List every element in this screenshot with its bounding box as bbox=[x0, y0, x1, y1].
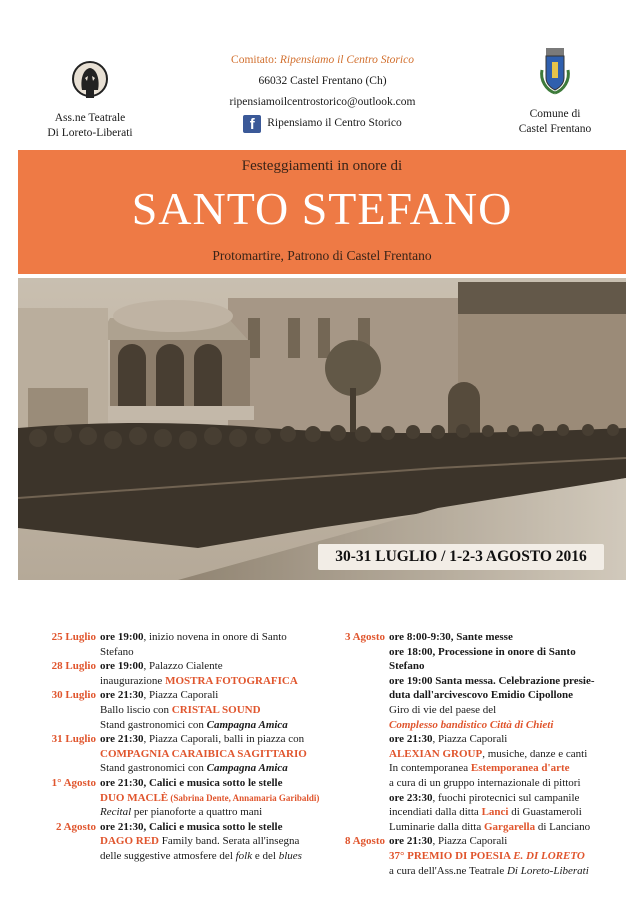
program-time: ore 18:00, Processione in onore di Santo Stefano bbox=[389, 645, 576, 673]
program-time: ore 23:30 bbox=[389, 791, 433, 804]
program-highlight: COMPAGNIA CARAIBICA SAGITTARIO bbox=[100, 747, 307, 760]
program-highlight: Gargarella bbox=[484, 820, 536, 833]
program-text: , Palazzo Cialente bbox=[143, 660, 223, 673]
program-time: ore 21:30 bbox=[389, 733, 433, 746]
event-dates-caption: 30-31 LUGLIO / 1-2-3 AGOSTO 2016 bbox=[318, 544, 604, 570]
program-entry bbox=[335, 630, 610, 703]
program-text: Stand gastronomici con bbox=[100, 718, 207, 731]
program-text: duta dall'arcivescovo Emidio Cipollone bbox=[389, 689, 574, 702]
program-time: ore 21:30, Calici e musica sotto le stelle bbox=[100, 776, 283, 789]
facebook-page-name[interactable]: Ripensiamo il Centro Storico bbox=[267, 117, 402, 129]
program-text: Ballo liscio con bbox=[100, 703, 172, 716]
org-theatre-block bbox=[30, 60, 150, 141]
municipality-block bbox=[505, 46, 605, 137]
program-text: a cura di un gruppo internazionale di pittori bbox=[389, 776, 581, 789]
program-highlight: 37° PREMIO DI POESIA bbox=[389, 849, 514, 862]
municipality-crest-icon bbox=[538, 46, 572, 96]
banner-title: SANTO STEFANO bbox=[131, 183, 513, 234]
program-text: In contemporanea bbox=[389, 762, 471, 775]
program-entry bbox=[40, 630, 320, 659]
program-text: , fuochi pirotecnici sul campanile bbox=[432, 791, 580, 804]
program-text: delle suggestive atmosfere del bbox=[100, 849, 236, 862]
program-text: , Piazza Caporali bbox=[432, 733, 508, 746]
theatre-name-line2: Di Loreto-Liberati bbox=[47, 127, 133, 139]
program-performers: (Sabrina Dente, Annamaria Garibaldi) bbox=[168, 792, 320, 803]
program-text: Stand gastronomici con bbox=[100, 762, 207, 775]
program-date: 8 Agosto bbox=[344, 835, 385, 848]
program-highlight: DAGO RED bbox=[100, 835, 159, 848]
program-entry bbox=[40, 732, 320, 776]
program-highlight: Lanci bbox=[481, 806, 509, 819]
banner-pretitle: Festeggiamenti in onore di bbox=[241, 158, 403, 174]
program-text: Giro di vie del paese del bbox=[389, 703, 497, 716]
committee-address: 66032 Castel Frentano (Ch) bbox=[258, 75, 387, 87]
committee-email[interactable]: ripensiamoilcentrostorico@outlook.com bbox=[229, 96, 416, 108]
program-entry bbox=[40, 776, 320, 820]
facebook-icon: f bbox=[243, 115, 261, 133]
program-date: 30 Luglio bbox=[51, 689, 96, 702]
program-highlight: Estemporanea d'arte bbox=[470, 762, 570, 775]
program-text: inaugurazione bbox=[100, 674, 166, 687]
program-text: , Piazza Caporali bbox=[432, 835, 508, 848]
program-date: 1° Agosto bbox=[51, 776, 96, 789]
program-date: 2 Agosto bbox=[55, 820, 96, 833]
program-time: ore 21:30 bbox=[100, 689, 144, 702]
theatre-mask-logo-icon bbox=[71, 60, 109, 102]
program-time: ore 8:00-9:30, Sante messe bbox=[389, 631, 513, 643]
program-text-italic: Di Loreto-Liberati bbox=[506, 864, 589, 877]
program-highlight: Complesso bandistico Città di Chieti bbox=[389, 718, 554, 731]
program-time: ore 19:00 Santa messa. Celebrazione presie- bbox=[389, 674, 595, 687]
program-entry-continued bbox=[335, 703, 610, 834]
program-text-italic: blues bbox=[278, 849, 302, 862]
program-time: ore 21:30, Calici e musica sotto le stelle bbox=[100, 820, 283, 833]
program-highlight: MOSTRA FOTOGRAFICA bbox=[165, 674, 298, 687]
historic-crowd-photo bbox=[18, 278, 626, 580]
program-text: per pianoforte a quattro mani bbox=[131, 806, 263, 819]
program-date: 3 Agosto bbox=[344, 631, 385, 643]
program-text: , Piazza Caporali bbox=[143, 689, 219, 702]
program-text: a cura dell'Ass.ne Teatrale bbox=[389, 864, 507, 877]
committee-label: Comitato: bbox=[231, 54, 278, 66]
program-text: di Lanciano bbox=[535, 820, 591, 833]
facebook-row[interactable] bbox=[200, 113, 445, 134]
program-entry bbox=[40, 688, 320, 732]
municipality-line1: Comune di bbox=[529, 108, 581, 120]
program-entry bbox=[40, 820, 320, 864]
program-date: 28 Luglio bbox=[51, 660, 96, 673]
program-time: ore 21:30 bbox=[389, 835, 433, 848]
committee-block bbox=[200, 50, 445, 134]
program-date: 31 Luglio bbox=[51, 733, 96, 746]
program-time: ore 19:00 bbox=[100, 631, 144, 643]
committee-name: Ripensiamo il Centro Storico bbox=[279, 54, 414, 66]
program-text: , musiche, danze e canti bbox=[482, 747, 588, 760]
program-text: Family band. Serata all'insegna bbox=[158, 835, 300, 848]
program-text-italic: folk bbox=[235, 849, 253, 862]
program-sponsor: Campagna Amica bbox=[206, 762, 288, 775]
theatre-name-line1: Ass.ne Teatrale bbox=[54, 112, 126, 124]
program-text: e del bbox=[252, 849, 279, 862]
program-time: ore 21:30 bbox=[100, 733, 144, 746]
banner-subtitle: Protomartire, Patrono di Castel Frentano bbox=[212, 248, 432, 263]
program-time: ore 19:00 bbox=[100, 660, 144, 673]
program-text-italic: Recital bbox=[100, 806, 132, 819]
sepia-photo-illustration bbox=[18, 278, 626, 580]
municipality-line2: Castel Frentano bbox=[518, 123, 592, 135]
program-highlight: ALEXIAN GROUP bbox=[389, 747, 483, 760]
program-left-column bbox=[40, 630, 320, 864]
program-text: Luminarie dalla ditta bbox=[389, 820, 484, 833]
program-date: 25 Luglio bbox=[51, 631, 96, 643]
committee-line bbox=[200, 50, 445, 71]
program-text: di Guastameroli bbox=[508, 806, 582, 819]
program-text: incendiati dalla ditta bbox=[389, 806, 482, 819]
program-entry bbox=[40, 659, 320, 688]
program-sponsor: Campagna Amica bbox=[206, 718, 288, 731]
program-text: , Piazza Caporali, balli in piazza con bbox=[143, 733, 305, 746]
program-highlight: CRISTAL SOUND bbox=[171, 703, 261, 716]
program-right-column bbox=[335, 630, 610, 878]
program-highlight: E. DI LORETO bbox=[513, 849, 585, 862]
title-banner bbox=[18, 150, 626, 274]
program-entry bbox=[335, 834, 610, 878]
program-highlight: DUO MACLÈ bbox=[100, 791, 169, 804]
program-text: , inizio novena in onore di Santo Stefano bbox=[100, 631, 287, 658]
